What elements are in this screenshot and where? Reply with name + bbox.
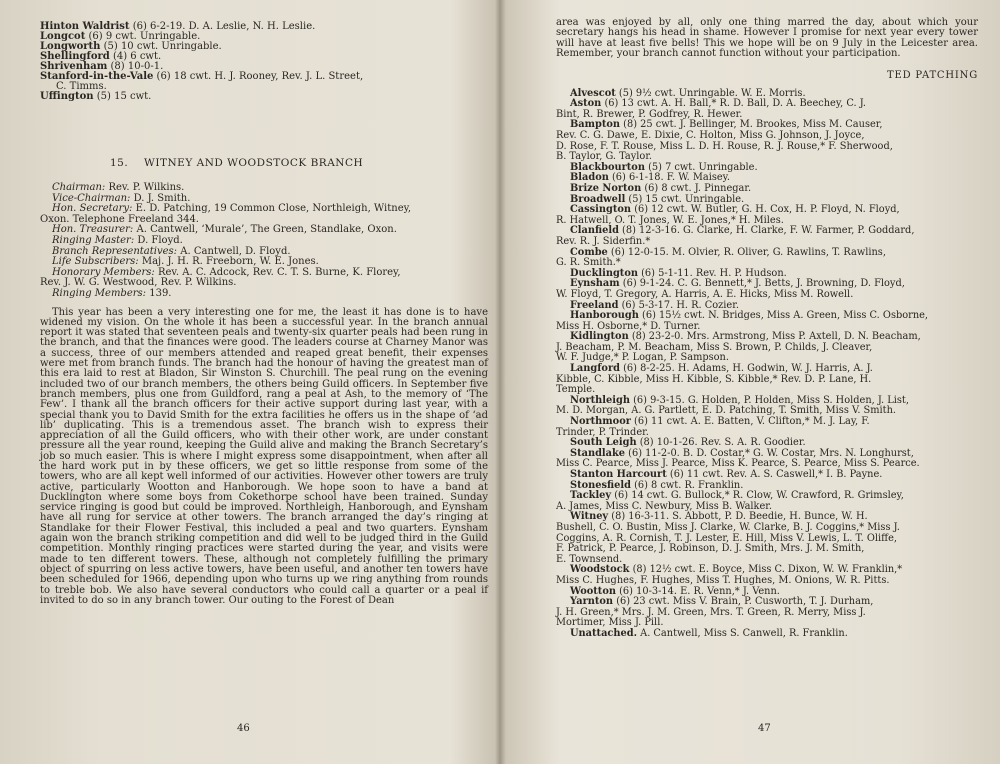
tower-detail: (8) 25 cwt. J. Bellinger, M. Brookes, Miss M. Causer, xyxy=(623,119,883,131)
tower-name: Aston xyxy=(570,98,602,110)
tower-name: Witney xyxy=(570,511,609,523)
tower-name: Ducklington xyxy=(570,267,638,279)
tower-name: Bampton xyxy=(570,119,621,131)
branch-officers xyxy=(40,183,488,300)
tower-detail: (6) 6-2-19. D. A. Leslie, N. H. Leslie. xyxy=(132,21,316,32)
tower-detail: R. Hatwell, O. T. Jones, W. E. Jones,* H. Miles. xyxy=(556,214,784,226)
tower-name: Uffington xyxy=(40,91,94,102)
tower-detail: A. James, Miss C. Newbury, Miss B. Walker. xyxy=(556,500,773,512)
section-number: 15. xyxy=(110,157,129,169)
section-heading xyxy=(110,157,488,169)
tower-name: Shrivenham xyxy=(40,61,108,72)
tower-entry xyxy=(556,629,978,640)
officer-names: E. D. Patching, 19 Common Close, Northleigh, Witney, xyxy=(135,203,412,215)
tower-name: Longcot xyxy=(40,31,86,42)
tower-name: Stanford-in-the-Vale xyxy=(40,71,154,82)
tower-detail: (8) 12½ cwt. E. Boyce, Miss C. Dixon, W. W. Franklin,* xyxy=(632,564,903,576)
tower-name: South Leigh xyxy=(570,437,637,449)
officer-names: Rev. P. Wilkins. xyxy=(108,182,185,193)
officer-line xyxy=(40,289,488,300)
officer-names: Maj. J. H. R. Freeborn, W. E. Jones. xyxy=(141,256,319,268)
tower-detail: Kibble, C. Kibble, Miss H. Kibble, S. Kibble,* Rev. D. P. Lane, H. xyxy=(556,373,872,385)
tower-detail: G. R. Smith.* xyxy=(556,257,621,269)
tower-detail: (5) 9½ cwt. Unringable. W. E. Morris. xyxy=(618,87,806,99)
tower-detail: (6) 15½ cwt. N. Bridges, Miss A. Green, Miss C. Osborne, xyxy=(642,310,929,322)
tower-name: Stonesfield xyxy=(570,479,631,491)
tower-name: Clanfield xyxy=(570,225,619,237)
tower-detail: (6) 8 cwt. J. Pinnegar. xyxy=(644,182,752,194)
tower-detail: E. Townsend. xyxy=(556,553,623,565)
tower-detail: (6) 6-1-18. F. W. Maisey. xyxy=(611,172,731,184)
tower-name: Freeland xyxy=(570,299,619,311)
tower-detail: (5) 15 cwt. xyxy=(96,91,152,102)
tower-detail: (6) 5-3-17. H. R. Cozier. xyxy=(621,299,739,311)
tower-detail: Rev. R. J. Siderfin.* xyxy=(556,235,651,247)
tower-name: Standlake xyxy=(570,447,626,459)
officer-role: Ringing Master: xyxy=(52,234,135,246)
tower-detail: (6) 10-3-14. E. R. Venn,* J. Venn. xyxy=(619,585,780,597)
tower-detail: (8) 23-2-0. Mrs. Armstrong, Miss P. Axtell, D. N. Beacham, xyxy=(631,331,921,343)
tower-list-continued xyxy=(40,22,488,102)
tower-name: Hanborough xyxy=(570,310,639,322)
tower-detail: (6) 11 cwt. Rev. A. S. Caswell,* I. B. Payne. xyxy=(669,469,883,480)
tower-detail: (8) 10-0-1. xyxy=(110,61,164,72)
tower-detail: D. Rose, F. T. Rouse, Miss L. D. H. Rouse, R. J. Rouse,* F. Sherwood, xyxy=(556,140,893,152)
tower-name: Brize Norton xyxy=(570,182,642,194)
tower-name: Combe xyxy=(570,246,608,258)
tower-entry-continued xyxy=(556,375,978,386)
officer-role: Hon. Treasurer: xyxy=(52,224,134,236)
tower-entry xyxy=(40,72,488,82)
tower-name: Alvescot xyxy=(570,87,616,99)
tower-detail: Miss C. Hughes, F. Hughes, Miss T. Hughes, M. Onions, W. R. Pitts. xyxy=(556,574,890,586)
tower-detail: A. Cantwell, Miss S. Canwell, R. Franklin. xyxy=(640,627,848,639)
tower-name: Cassington xyxy=(570,204,632,216)
section-title: WITNEY AND WOODSTOCK BRANCH xyxy=(144,157,364,169)
tower-detail: Bint, R. Brewer, P. Godfrey, R. Hewer. xyxy=(556,108,743,120)
tower-detail: (6) 14 cwt. G. Bullock,* R. Clow, W. Crawford, R. Grimsley, xyxy=(614,490,904,502)
tower-detail: F. Patrick, P. Pearce, J. Robinson, D. J. Smith, Mrs. J. M. Smith, xyxy=(556,543,865,555)
tower-detail: M. D. Morgan, A. G. Partlett, E. D. Patching, T. Smith, Miss V. Smith. xyxy=(556,405,897,417)
branch-report-continued: area was enjoyed by all, only one thing marred the day, about which your secretary hangs his head in shame. However I promise for next year every tower will have at least five bells! This we hope will be on 9 July in the Leicester area. Remember, your branch cannot function without your participation. xyxy=(556,17,978,60)
officer-names: A. Cantwell, D. Floyd. xyxy=(180,245,291,257)
tower-detail: (6) 12 cwt. W. Butler, G. H. Cox, H. P. Floyd, N. Floyd, xyxy=(634,204,900,216)
tower-detail: Temple. xyxy=(556,384,596,396)
tower-detail: (5) 10 cwt. Unringable. xyxy=(103,41,222,52)
officer-role: Chairman: xyxy=(52,182,106,193)
tower-detail: J. Beacham, P. M. Beacham, Miss S. Brown, P. Childs, J. Cleaver, xyxy=(556,341,873,353)
branch-report: This year has been a very interesting one for me, the least it has done is to have widened my vision. On the whole it has been a successful year. In the branch annual report it was stated that seventeen peals and twenty-six quarter peals had been rung in the branch, and that the finances were good. The leaders course at Charney Manor was a success, three of our members attended and reaped great benefit, their expenses were met from branch funds. The branch had the honour of having the greatest man of this era laid to rest at Bladon, Sir Winston S. Churchill. The peal rung on the evening included two of our branch members, the others being Guild officers. In September five branch members, plus one from Guildford, rang a peal at Ash, to the memory of ‘The Few’. I thank all the branch officers for their active support during last year, with a special thank you to David Smith for the extra facilities he offers us in the shape of ‘ad lib’ duplicating. This is a tremendous asset. The branch wish to express their appreciation of all the Guild officers, who with their other work, are under constant pressure all the year round, keeping the Guild alive and making the Branch Secretary’s job so much easier. This is where I might express some disappointment, when after all the hard work put in by these officers, we get so little response from some of the towers, who are all kept well informed of our activities. However other towers are truly active, particularly Wootton and Hanborough. We hope soon to have a band at Ducklington where some boys from Cokethorpe school have been trained. Sunday service ringing is good but could be improved. Northleigh, Hanborough, and Eynsham have all rung for service at other towers. The branch arranged the day’s ringing at Standlake for their Flower Festival, this included a peal and two quarters. Eynsham again won the branch striking competition and did well to be judged third in the Guild competition. Monthly ringing practices were started during the year, and visits were made to ten different towers. These, although not completely fulfilling the primary object of spurring on less active towers, have been useful, and another ten towers have been scheduled for 1966, depending upon who turns up we ring anything from rounds to treble bob. We also have several conductors who could call a quarter or a peal if invited to do so in any branch tower. Our outing to the Forest of Dean xyxy=(40,306,488,606)
tower-name: Longworth xyxy=(40,41,101,52)
officer-role: Vice-Chairman: xyxy=(52,192,131,204)
tower-name: Unattached. xyxy=(570,627,637,639)
officer-role: Life Subscribers: xyxy=(52,256,139,268)
tower-detail: (5) 15 cwt. Unringable. xyxy=(628,193,745,205)
tower-detail: C. Timms. xyxy=(56,81,107,92)
tower-detail: (6) 23 cwt. Miss V. Brain, P. Cusworth, T. J. Durham, xyxy=(616,596,874,608)
tower-name: Northleigh xyxy=(570,394,630,406)
tower-name: Kidlington xyxy=(570,331,629,343)
tower-name: Eynsham xyxy=(570,278,620,290)
tower-detail: (6) 18 cwt. H. J. Rooney, Rev. J. L. Street, xyxy=(156,71,364,82)
officer-names: Rev. A. C. Adcock, Rev. C. T. S. Burne, K. Florey, xyxy=(157,266,401,278)
tower-detail: W. Floyd, T. Gregory, A. Harris, A. E. Hicks, Miss M. Rowell. xyxy=(556,288,854,300)
officer-role: Branch Representatives: xyxy=(52,245,178,257)
officer-names: A. Cantwell, ‘Murale’, The Green, Standlake, Oxon. xyxy=(136,224,397,236)
tower-name: Wootton xyxy=(570,585,616,597)
tower-detail: (6) 13 cwt. A. H. Ball,* R. D. Ball, D. A. Beechey, C. J. xyxy=(604,98,866,110)
tower-name: Tackley xyxy=(570,490,612,502)
tower-detail: (6) 11-2-0. B. D. Costar,* G. W. Costar, Mrs. N. Longhurst, xyxy=(628,447,914,459)
report-signature: TED PATCHING xyxy=(887,69,978,81)
officer-names: 139. xyxy=(149,287,172,299)
tower-name: Blackbourton xyxy=(570,161,645,173)
tower-detail: (8) 16-3-11. S. Abbott, P. D. Beedie, H. Bunce, W. H. xyxy=(611,511,868,523)
tower-name: Langford xyxy=(570,363,620,375)
tower-detail: Mortimer, Miss J. Pill. xyxy=(556,617,664,629)
tower-entry xyxy=(40,92,488,102)
tower-detail: (6) 9 cwt. Unringable. xyxy=(88,31,201,42)
tower-detail: (6) 5-1-11. Rev. H. P. Hudson. xyxy=(641,267,787,279)
tower-name: Hinton Waldrist xyxy=(40,21,130,32)
tower-detail: Miss H. Osborne,* D. Turner. xyxy=(556,320,701,332)
officer-names: Oxon. Telephone Freeland 344. xyxy=(40,213,199,225)
tower-detail: B. Taylor, G. Taylor. xyxy=(556,151,653,163)
tower-name: Northmoor xyxy=(570,416,631,428)
officer-names: D. J. Smith. xyxy=(133,192,191,204)
tower-detail: (6) 8 cwt. R. Franklin. xyxy=(634,479,744,491)
tower-list xyxy=(556,89,978,640)
tower-detail: (6) 9-3-15. G. Holden, P. Holden, Miss S. Holden, J. List, xyxy=(633,394,909,406)
officer-role: Hon. Secretary: xyxy=(52,203,133,215)
officer-names: Rev. J. W. G. Westwood, Rev. P. Wilkins. xyxy=(40,277,237,289)
tower-name: Bladon xyxy=(570,172,609,184)
officer-role: Ringing Members: xyxy=(52,287,147,299)
tower-detail: J. H. Green,* Mrs. J. M. Green, Mrs. T. Green, R. Merry, Miss J. xyxy=(556,606,866,618)
tower-detail: Rev. C. G. Dawe, E. Dixie, C. Holton, Miss G. Johnson, J. Joyce, xyxy=(556,130,865,141)
tower-detail: (6) 8-2-25. H. Adams, H. Godwin, W. J. Harris, A. J. xyxy=(623,363,873,375)
tower-name: Broadwell xyxy=(570,193,626,205)
page-number-left: 46 xyxy=(237,723,250,734)
officer-names: D. Floyd. xyxy=(137,234,183,246)
tower-detail: Trinder, P. Trinder. xyxy=(556,426,649,438)
tower-name: Yarnton xyxy=(570,596,614,608)
tower-detail: Bushell, C. O. Bustin, Miss J. Clarke, W. Clarke, B. J. Coggins,* Miss J. xyxy=(556,521,900,533)
tower-detail: Miss C. Pearce, Miss J. Pearce, Miss K. Pearce, S. Pearce, Miss S. Pearce. xyxy=(556,458,920,470)
tower-detail: W. F. Judge,* P. Logan, P. Sampson. xyxy=(556,352,729,364)
tower-name: Shellingford xyxy=(40,51,110,62)
tower-detail: (6) 12-0-15. M. Olvier, R. Oliver, G. Rawlins, T. Rawlins, xyxy=(610,246,886,258)
tower-detail: Coggins, A. R. Cornish, T. J. Lester, E. Hill, Miss V. Lewis, L. T. Oliffe, xyxy=(556,532,898,544)
tower-detail: (4) 6 cwt. xyxy=(112,51,162,62)
tower-detail: (8) 10-1-26. Rev. S. A. R. Goodier. xyxy=(639,437,806,449)
officer-role: Honorary Members: xyxy=(52,266,155,278)
tower-detail: (6) 11 cwt. A. E. Batten, V. Clifton,* M. J. Lay, F. xyxy=(634,416,870,428)
right-page xyxy=(500,0,1000,764)
tower-detail: (6) 9-1-24. C. G. Bennett,* J. Betts, J. Browning, D. Floyd, xyxy=(622,278,905,290)
tower-detail: (8) 12-3-16. G. Clarke, H. Clarke, F. W. Farmer, P. Goddard, xyxy=(622,225,915,237)
tower-name: Woodstock xyxy=(570,564,630,576)
tower-name: Stanton Harcourt xyxy=(570,469,667,480)
tower-entry-continued xyxy=(556,290,978,301)
page-number-right: 47 xyxy=(758,723,771,734)
tower-detail: (5) 7 cwt. Unringable. xyxy=(648,161,758,173)
